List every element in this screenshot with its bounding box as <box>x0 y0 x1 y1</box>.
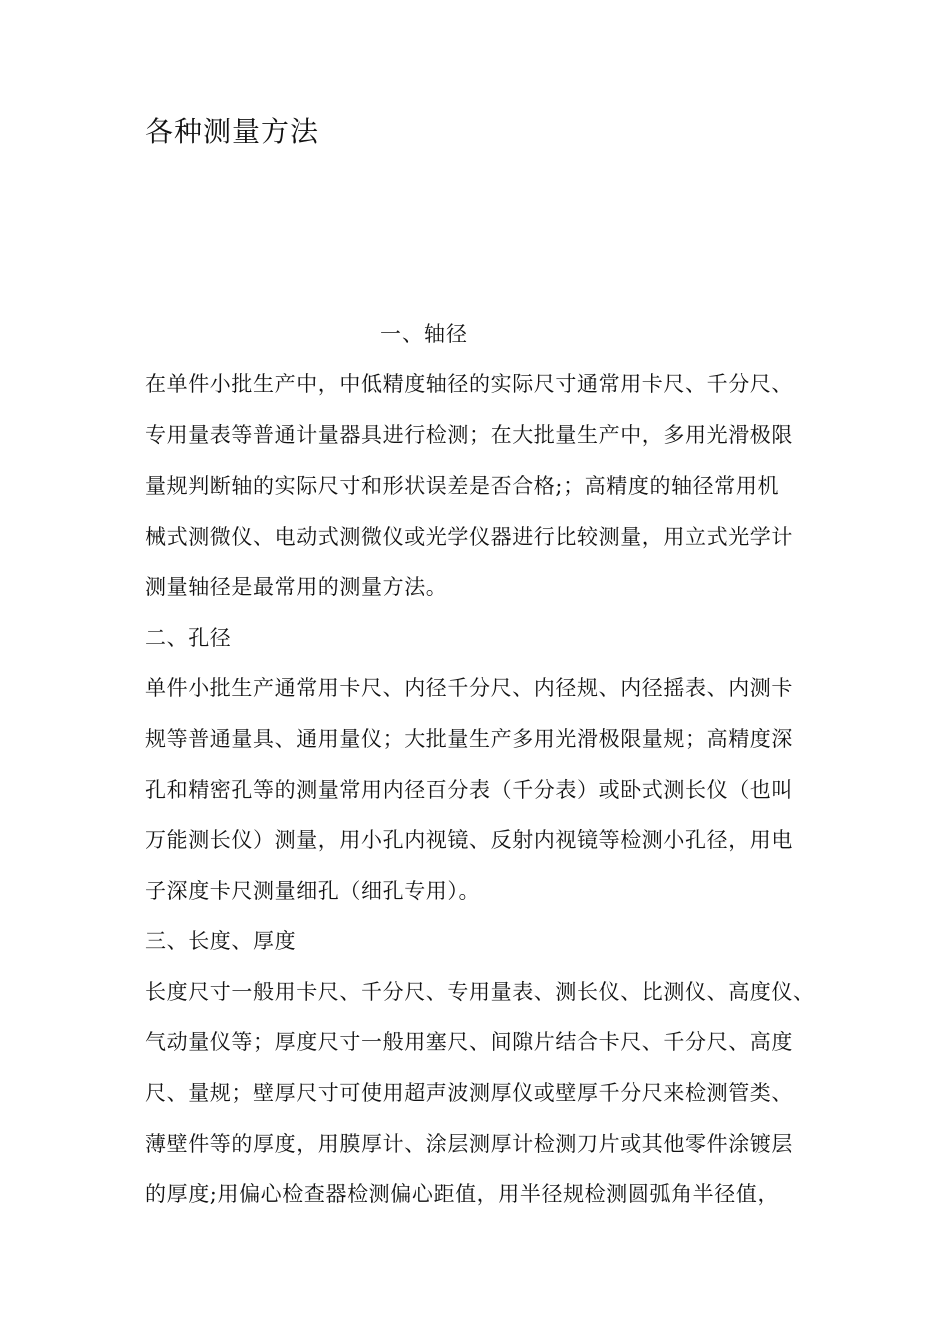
paragraph-line: 在单件小批生产中，中低精度轴径的实际尺寸通常用卡尺、千分尺、 <box>145 372 793 396</box>
paragraph-line: 孔和精密孔等的测量常用内径百分表（千分表）或卧式测长仪（也叫 <box>145 778 793 802</box>
paragraph-line: 专用量表等普通计量器具进行检测；在大批量生产中，多用光滑极限 <box>145 423 793 447</box>
paragraph-line: 的厚度;用偏心检查器检测偏心距值，用半径规检测圆弧角半径值， <box>145 1182 780 1206</box>
paragraph-line: 尺、量规；壁厚尺寸可使用超声波测厚仪或壁厚千分尺来检测管类、 <box>145 1081 793 1105</box>
section-heading-shaft-diameter: 一、轴径 <box>380 322 468 346</box>
section-heading-length-thickness: 三、长度、厚度 <box>145 929 297 953</box>
paragraph-line: 测量轴径是最常用的测量方法。 <box>145 575 448 599</box>
paragraph-line: 气动量仪等；厚度尺寸一般用塞尺、间隙片结合卡尺、千分尺、高度 <box>145 1030 793 1054</box>
paragraph-line: 械式测微仪、电动式测微仪或光学仪器进行比较测量，用立式光学计 <box>145 525 793 549</box>
paragraph-line: 长度尺寸一般用卡尺、千分尺、专用量表、测长仪、比测仪、高度仪、 <box>145 980 815 1004</box>
paragraph-line: 单件小批生产通常用卡尺、内径千分尺、内径规、内径摇表、内测卡 <box>145 676 793 700</box>
paragraph-line: 规等普通量具、通用量仪；大批量生产多用光滑极限量规；高精度深 <box>145 727 793 751</box>
paragraph-line: 万能测长仪）测量，用小孔内视镜、反射内视镜等检测小孔径，用电 <box>145 828 793 852</box>
paragraph-line: 薄壁件等的厚度，用膜厚计、涂层测厚计检测刀片或其他零件涂镀层 <box>145 1132 793 1156</box>
document-title: 各种测量方法 <box>145 115 320 148</box>
paragraph-line: 子深度卡尺测量细孔（细孔专用）。 <box>145 879 481 903</box>
section-heading-bore-diameter: 二、孔径 <box>145 626 232 650</box>
paragraph-line: 量规判断轴的实际尺寸和形状误差是否合格;；高精度的轴径常用机 <box>145 474 780 498</box>
